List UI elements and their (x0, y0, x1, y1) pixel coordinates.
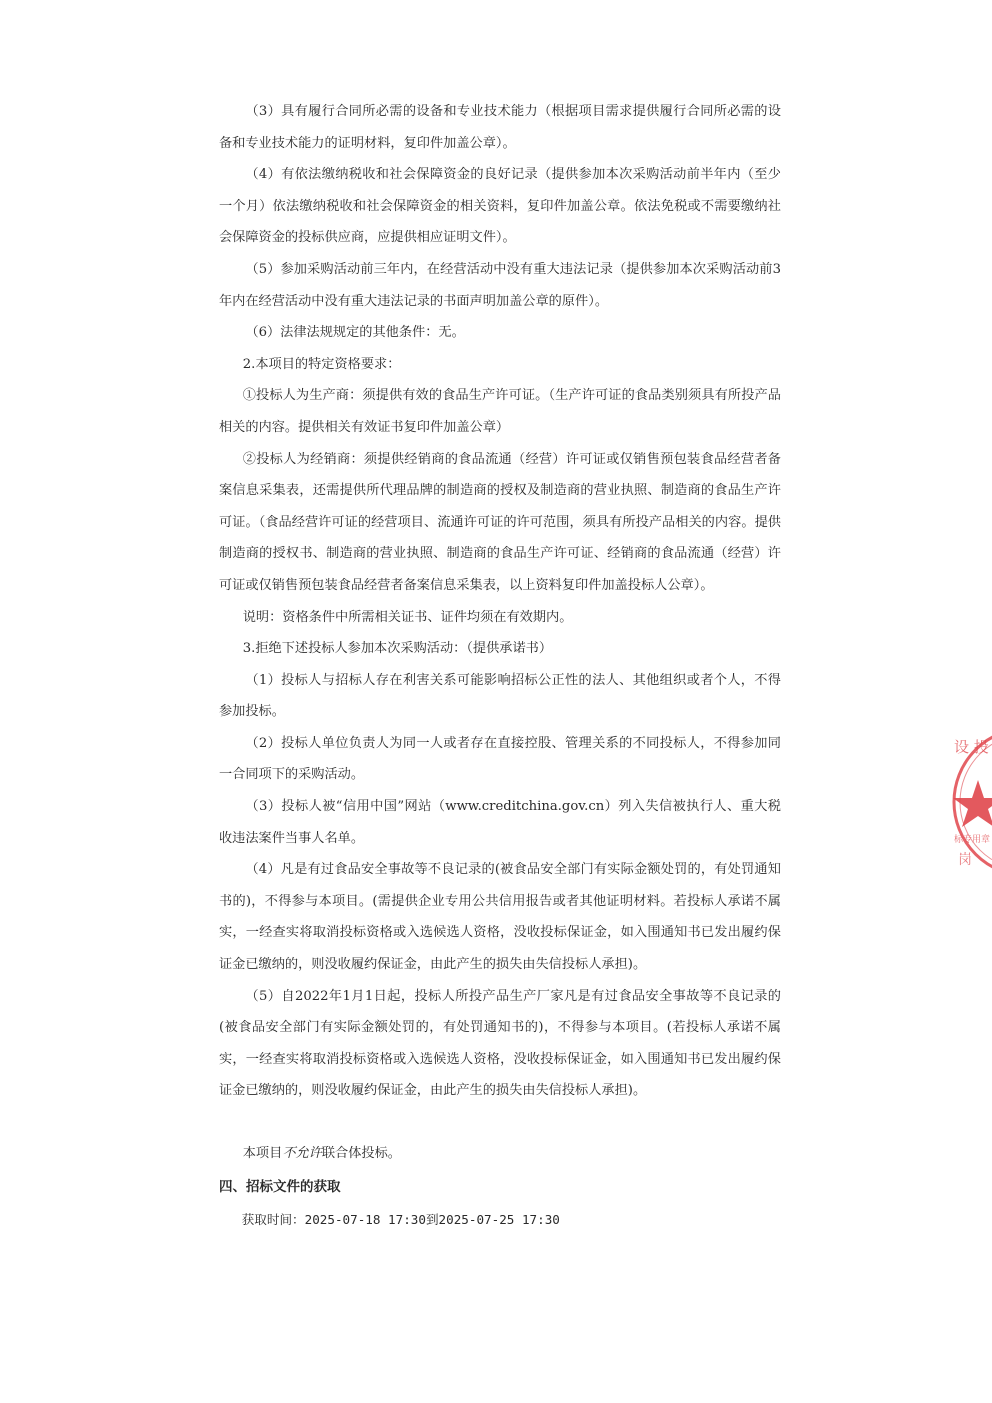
paragraph-no-violations: （5）参加采购活动前三年内，在经营活动中没有重大违法记录（提供参加本次采购活动前3年内在经营活动中没有重大违法记录的书面声明加盖公章的原件）。 (219, 261, 781, 309)
paragraph-distributor-requirement: ②投标人为经销商：须提供经销商的食品流通（经营）许可证或仅销售预包装食品经营者备案信息采集表，还需提供所代理品牌的制造商的授权及制造商的营业执照、制造商的食品生产许可证。（食品经营许可证的经营项目、流通许可证的许可范围，须具有所投产品相关的内容。提供制造商的授权书、制造商的营业执照、制造商的食品生产许可证、经销商的食品流通（经营）许可证或仅销售预包装食品经营者备案信息采集表，以上资料复印件加盖投标人公章）。 (219, 451, 781, 593)
paragraph-equipment-capability: （3）具有履行合同所必需的设备和专业技术能力（根据项目需求提供履行合同所必需的设备和专业技术能力的证明材料，复印件加盖公章）。 (219, 104, 781, 151)
section-heading: 四、招标文件的获取 (219, 1178, 341, 1195)
paragraph-specific-requirements-title: 2.本项目的特定资格要求： (242, 356, 401, 372)
seal-star-icon (953, 780, 992, 827)
paragraph-tax-records: （4）有依法缴纳税收和社会保障资金的良好记录（提供参加本次采购活动前半年内（至少一个月）依法缴纳税收和社会保障资金的相关资料，复印件加盖公章。依法免税或不需要缴纳社会保障资金的投标供应商，应提供相应证明文件）。 (219, 167, 781, 246)
paragraph-manufacturer-requirement: ①投标人为生产商：须提供有效的食品生产许可证。（生产许可证的食品类别须具有所投产品相关的内容。提供相关有效证书复印件加盖公章） (219, 388, 781, 435)
spacer (219, 1107, 781, 1138)
seal-stamp-fragment (948, 722, 992, 882)
consortium-highlight: 不允许 (282, 1146, 322, 1161)
paragraph-other-conditions: （6）法律法规规定的其他条件：无。 (245, 325, 465, 341)
document-body (219, 96, 781, 1235)
consortium-suffix: 联合体投标。 (321, 1146, 401, 1161)
seal-text-top: 设 投 (954, 738, 989, 756)
seal-text-bottom: 岗 (958, 852, 972, 868)
paragraph-rejection-3: （3）投标人被“信用中国”网站（www.creditchina.gov.cn）列入失信被执行人、重大税收违法案件当事人名单。 (219, 799, 781, 846)
consortium-prefix: 本项目 (242, 1146, 283, 1161)
paragraph-rejection-title: 3.拒绝下述投标人参加本次采购活动：（提供承诺书） (242, 641, 553, 657)
paragraph-rejection-4: （4）凡是有过食品安全事故等不良记录的(被食品安全部门有实际金额处罚的，有处罚通知书的)，不得参与本项目。(需提供企业专用公共信用报告或者其他证明材料。若投标人承诺不属实，一经查实将取消投标资格或入选候选人资格，没收投标保证金，如入围通知书已发出履约保证金已缴纳的，则没收履约保证金，由此产生的损失由失信投标人承担)。 (219, 862, 781, 973)
paragraph-rejection-5: （5）自2022年1月1日起，投标人所投产品生产厂家凡是有过食品安全事故等不良记录的(被食品安全部门有实际金额处罚的，有处罚通知书的)，不得参与本项目。(若投标人承诺不属实，一经查实将取消投标资格或入选候选人资格，没收投标保证金，如入围通知书已发出履约保证金已缴纳的，则没收履约保证金，由此产生的损失由失信投标人承担)。 (219, 988, 781, 1099)
seal-text-mid: 标专用章 (954, 835, 991, 845)
paragraph-rejection-2: （2）投标人单位负责人为同一人或者存在直接控股、管理关系的不同投标人，不得参加同一合同项下的采购活动。 (219, 735, 781, 783)
paragraph-consortium (219, 1138, 781, 1170)
paragraph-rejection-1: （1）投标人与招标人存在利害关系可能影响招标公正性的法人、其他组织或者个人，不得参加投标。 (219, 672, 781, 720)
paragraph-note: 说明：资格条件中所需相关证书、证件均须在有效期内。 (242, 609, 573, 625)
acquisition-time: 获取时间：2025-07-18 17:30到2025-07-25 17:30 (241, 1211, 560, 1227)
